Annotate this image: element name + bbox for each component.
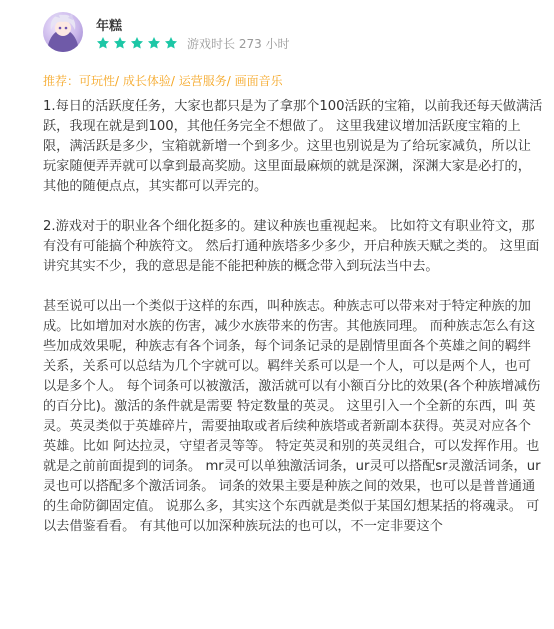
recommend-tag: 画面音乐 [234, 74, 283, 88]
recommend-tag: 成长体验 [122, 74, 171, 88]
recommend-label: 推荐： [43, 74, 80, 88]
review-header [0, 0, 554, 62]
recommend-tags [43, 72, 283, 89]
star-icon [96, 36, 110, 50]
tag-separator: / [115, 74, 123, 88]
review-paragraph: 1.每日的活跃度任务，大家也都只是为了拿那个100活跃的宝箱，以前我还每天做满活跃，我现在就是到100，其他任务完全不想做了。 这里我建议增加活跃度宝箱的上限，满活跃是多少，宝箱就新增一个到多少。这里也别说是为了给玩家减负，所以让玩家随便弄弄就可以拿到最高奖励。这里面最麻烦的就是深渊，深渊大家是必打的，其他的随便点点，其实都可以弄完的。 [43, 99, 543, 194]
tag-separator: / [226, 74, 235, 88]
review-paragraph: 2.游戏对于的职业各个细化挺多的。建议种族也重视起来。 比如符文有职业符文，那有没有可能搞个种族符文。 然后打通种族塔多少多少，开启种族天赋之类的。 这里面讲究其实不少，我的意思是能不能把种族的概念带入到玩法当中去。 [43, 219, 540, 274]
review-body [43, 97, 543, 557]
playtime: 游戏时长 273 小时 [187, 37, 290, 51]
star-icon [130, 36, 144, 50]
recommend-tag: 可玩性 [79, 74, 116, 88]
review-paragraph: 甚至说可以出一个类似于这样的东西，叫种族志。种族志可以带来对于特定种族的加成。比如增加对水族的伤害，减少水族带来的伤害。其他族同理。 而种族志怎么有这些加成效果呢，种族志有各个词条，每个词条记录的是剧情里面各个英雄之间的羁绊关系，关系可以总结为几个字就可以。羁绊关系可以是一个人，可以是两个人，也可以是多个人。 每个词条可以被激活，激活就可以有小额百分比的效果(各个种族增减伤的百分比)。激活的条件就是需要 特定数量的英灵。 这里引入一个全新的东西，叫 英灵。英灵类似于英雄碎片，需要抽取或者后续种族塔或者新副本获得。英灵对应各个英雄。比如 阿达拉灵，守望者灵等等。 特定英灵和别的英灵组合，可以发挥作用。也就是之前前面提到的词条。 mr灵可以单独激活词条，ur灵可以搭配sr灵激活词条，ur灵也可以搭配多个激活词条。 词条的效果主要是种族之间的效果，也可以是普普通通的生命防御固定值。 说那么多，其实这个东西就是类似于某国幻想某括的将魂录。 可以去借鉴看看。 有其他可以加深种族玩法的也可以，不一定非要这个 [43, 299, 541, 534]
star-icon [164, 36, 178, 50]
star-icon [113, 36, 127, 50]
recommend-tag: 运营服务 [178, 74, 227, 88]
avatar[interactable] [43, 12, 83, 52]
avatar-image [43, 12, 83, 52]
tag-separator: / [170, 74, 179, 88]
star-icon [147, 36, 161, 50]
username[interactable]: 年糕 [96, 19, 123, 34]
